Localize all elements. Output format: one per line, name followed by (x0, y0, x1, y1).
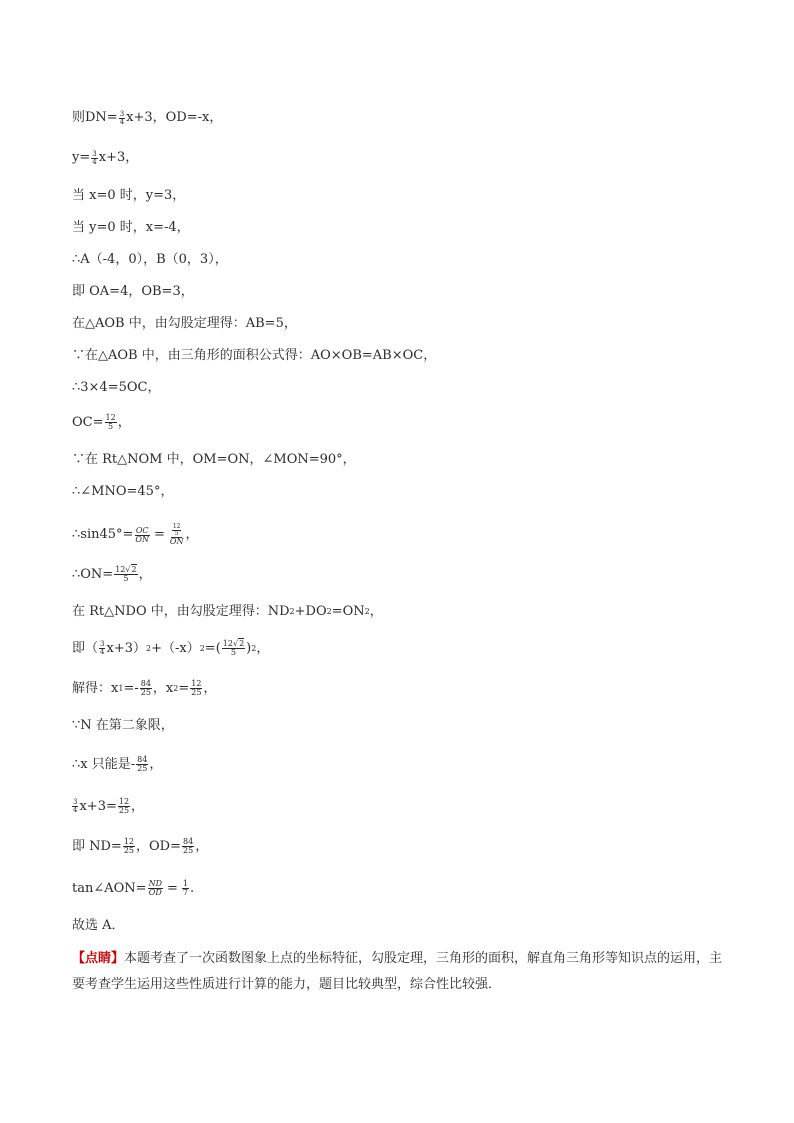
solution-line-6: 即 OA=4，OB=3， (72, 284, 194, 299)
fraction: $\frac{ND}{OD}$ (148, 879, 162, 897)
fraction: $\frac{3}{4}$ (92, 149, 97, 166)
fraction: $\frac{1}{7}$ (182, 879, 188, 897)
solution-line-20: $\frac{3}{4}$ x+3= $\frac{12}{25}$ ， (73, 797, 145, 815)
solution-line-9: ∴3×4=5OC， (72, 380, 161, 395)
fraction: $\frac{84}{25}$ (140, 679, 151, 697)
remark-paragraph (72, 946, 732, 998)
fraction: $\frac{12√2}{5}$ (222, 639, 245, 657)
fraction: $\frac{3}{4}$ (119, 109, 125, 126)
fraction: $\frac{12}{25}$ (123, 837, 135, 855)
fraction: $\frac{12}{25}$ (118, 797, 130, 815)
solution-line-7: 在△AOB 中，由勾股定理得：AB=5， (72, 316, 297, 331)
fraction: $\frac{84}{25}$ (183, 837, 194, 855)
fraction: $\frac{12√2}{5}$ (115, 565, 137, 583)
solution-line-15: 在 Rt△NDO 中，由勾股定理得：ND 2 +DO 2 =ON 2 ， (72, 604, 383, 619)
solution-line-8: ∵在△AOB 中，由三角形的面积公式得：AO×OB=AB×OC， (72, 348, 437, 363)
solution-line-21: 即 ND= $\frac{12}{25}$ ，OD= $\frac{84}{25}$ ， (72, 837, 209, 855)
compound-fraction: $\frac{\frac{12}{5}}{ON}$ (169, 523, 184, 546)
solution-line-5: ∴A（-4，0），B（0，3）， (72, 252, 228, 267)
solution-line-12: ∴∠MNO=45°， (72, 484, 174, 499)
solution-line-3: 当 x=0 时，y=3， (72, 188, 186, 203)
solution-line-22: tan∠AON= $\frac{ND}{OD}$ = $\frac{1}{7}$ . (72, 879, 195, 897)
fraction: $\frac{3}{4}$ (100, 640, 105, 656)
solution-line-4: 当 y=0 时，x=-4， (72, 220, 190, 235)
solution-line-23: 故选 A． (72, 918, 125, 933)
fraction: $\frac{84}{25}$ (137, 755, 148, 773)
solution-line-11: ∵在 Rt△NOM 中，OM=ON，∠MON=90°， (72, 452, 356, 467)
fraction: $\frac{12}{5}$ (105, 413, 116, 431)
fraction: $\frac{OC}{ON}$ (135, 525, 149, 544)
remark-text: 本题考查了一次函数图象上点的坐标特征，勾股定理，三角形的面积，解直角三角形等知识点的运用，主要考查学生运用这些性质进行计算的能力，题目比较典型，综合性比较强． (72, 951, 723, 992)
solution-line-14: ∴ON= $\frac{12√2}{5}$ ， (72, 565, 152, 583)
solution-line-19: ∴x 只能是- $\frac{84}{25}$ ， (72, 755, 163, 773)
solution-line-18: ∵N 在第二象限， (72, 718, 174, 733)
solution-line-2: y= $\frac{3}{4}$ x+3， (72, 149, 139, 166)
solution-line-13: ∴sin45°= $\frac{OC}{ON}$ = $\frac{\frac{12}{5}}{ON}$ ， (72, 523, 199, 546)
solution-line-10: OC= $\frac{12}{5}$ ， (72, 413, 131, 431)
solution-line-1: 则DN= $\frac{3}{4}$ x+3，OD=-x， (72, 109, 223, 126)
remark-tag: 【点睛】 (72, 951, 125, 966)
fraction: $\frac{12}{25}$ (191, 679, 202, 697)
fraction: $\frac{3}{4}$ (73, 798, 78, 814)
solution-line-17: 解得：x 1 =- $\frac{84}{25}$ ，x 2 = $\frac{12}{25}$ ， (72, 679, 217, 697)
solution-line-16: 即（ $\frac{3}{4}$ x+3） 2 +（-x） 2 =( $\frac{12√2}{5}$ ) 2 ， (72, 639, 270, 657)
